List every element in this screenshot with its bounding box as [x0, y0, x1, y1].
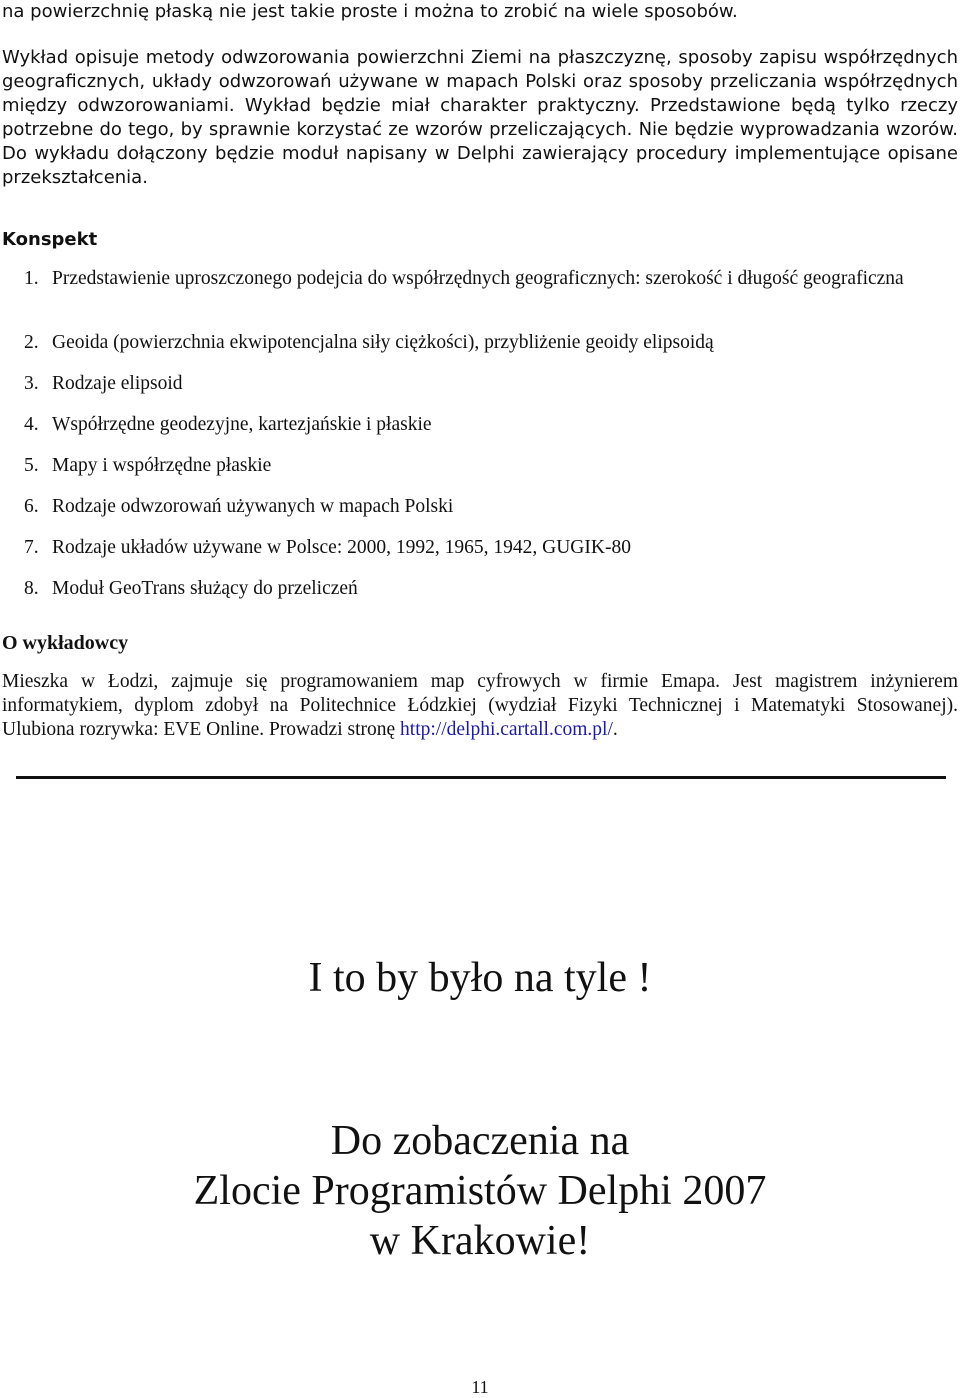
list-number: 1.: [24, 268, 39, 289]
lecturer-website-link[interactable]: http://delphi.cartall.com.pl/: [400, 719, 613, 740]
list-number: 7.: [24, 537, 39, 558]
list-number: 8.: [24, 578, 39, 599]
horizontal-rule: [16, 776, 946, 779]
list-text: Moduł GeoTrans służący do przeliczeń: [52, 578, 358, 599]
list-text: Rodzaje odwzorowań używanych w mapach Polski: [52, 496, 454, 517]
list-item: [24, 494, 958, 520]
lecturer-bio: [2, 670, 958, 742]
invitation-line-2: Zlocie Programistów Delphi 2007: [193, 1168, 767, 1214]
invitation-line-1: Do zobaczenia na: [330, 1118, 630, 1164]
list-text: Rodzaje elipsoid: [52, 373, 183, 394]
closing-invitation: [0, 1116, 960, 1266]
lecturer-bio-text: Mieszka w Łodzi, zajmuje się programowaniem map cyfrowych w firmie Emapa. Jest magistrem inżynierem informatykiem, dyplom zdobył na Politechnice Łódzkiej (wydział Fizyki Technicznej i Matematyki Stosowanej). Ulubiona rozrywka: EVE Online. Prowadzi stronę: [2, 671, 958, 740]
page-number: 11: [471, 1377, 489, 1397]
list-number: 2.: [24, 332, 39, 353]
list-item: [24, 412, 958, 438]
list-item: [24, 266, 958, 292]
invitation-line-3: w Krakowie!: [369, 1218, 591, 1264]
list-text: Geoida (powierzchnia ekwipotencjalna siły ciężkości), przybliżenie geoidy elipsoidą: [52, 332, 714, 353]
list-text: Współrzędne geodezyjne, kartezjańskie i płaskie: [52, 414, 432, 435]
list-number: 4.: [24, 414, 39, 435]
list-item: [24, 371, 958, 397]
closing-line: I to by było na tyle !: [308, 955, 652, 1001]
intro-continuation: na powierzchnię płaską nie jest takie proste i można to zrobić na wiele sposobów.: [2, 1, 738, 22]
lecture-abstract: Wykład opisuje metody odwzorowania powierzchni Ziemi na płaszczyznę, sposoby zapisu współrzędnych geograficznych, układy odwzorowań używane w mapach Polski oraz sposoby przeliczania współrzędnych między odwzorowaniami. Wykład będzie miał charakter praktyczny. Przedstawione będą tylko rzeczy potrzebne do tego, by sprawnie korzystać ze wzorów przeliczających. Nie będzie wyprowadzania wzorów. Do wykładu dołączony będzie moduł napisany w Delphi zawierający procedury implementujące opisane przekształcenia.: [2, 47, 958, 188]
list-text: Mapy i współrzędne płaskie: [52, 455, 272, 476]
list-text: Rodzaje układów używane w Polsce: 2000, 1992, 1965, 1942, GUGIK-80: [52, 537, 631, 558]
list-item: [24, 535, 958, 561]
list-text: Przedstawienie uproszczonego podejcia do współrzędnych geograficznych: szerokość i długość geograficzna: [52, 268, 904, 289]
list-item: [24, 330, 958, 356]
list-number: 6.: [24, 496, 39, 517]
lecturer-heading: O wykładowcy: [2, 632, 129, 654]
list-number: 5.: [24, 455, 39, 476]
list-number: 3.: [24, 373, 39, 394]
list-item: [24, 453, 958, 479]
list-item: [24, 576, 958, 602]
outline-heading: Konspekt: [2, 229, 98, 250]
lecturer-bio-end: .: [612, 719, 618, 740]
